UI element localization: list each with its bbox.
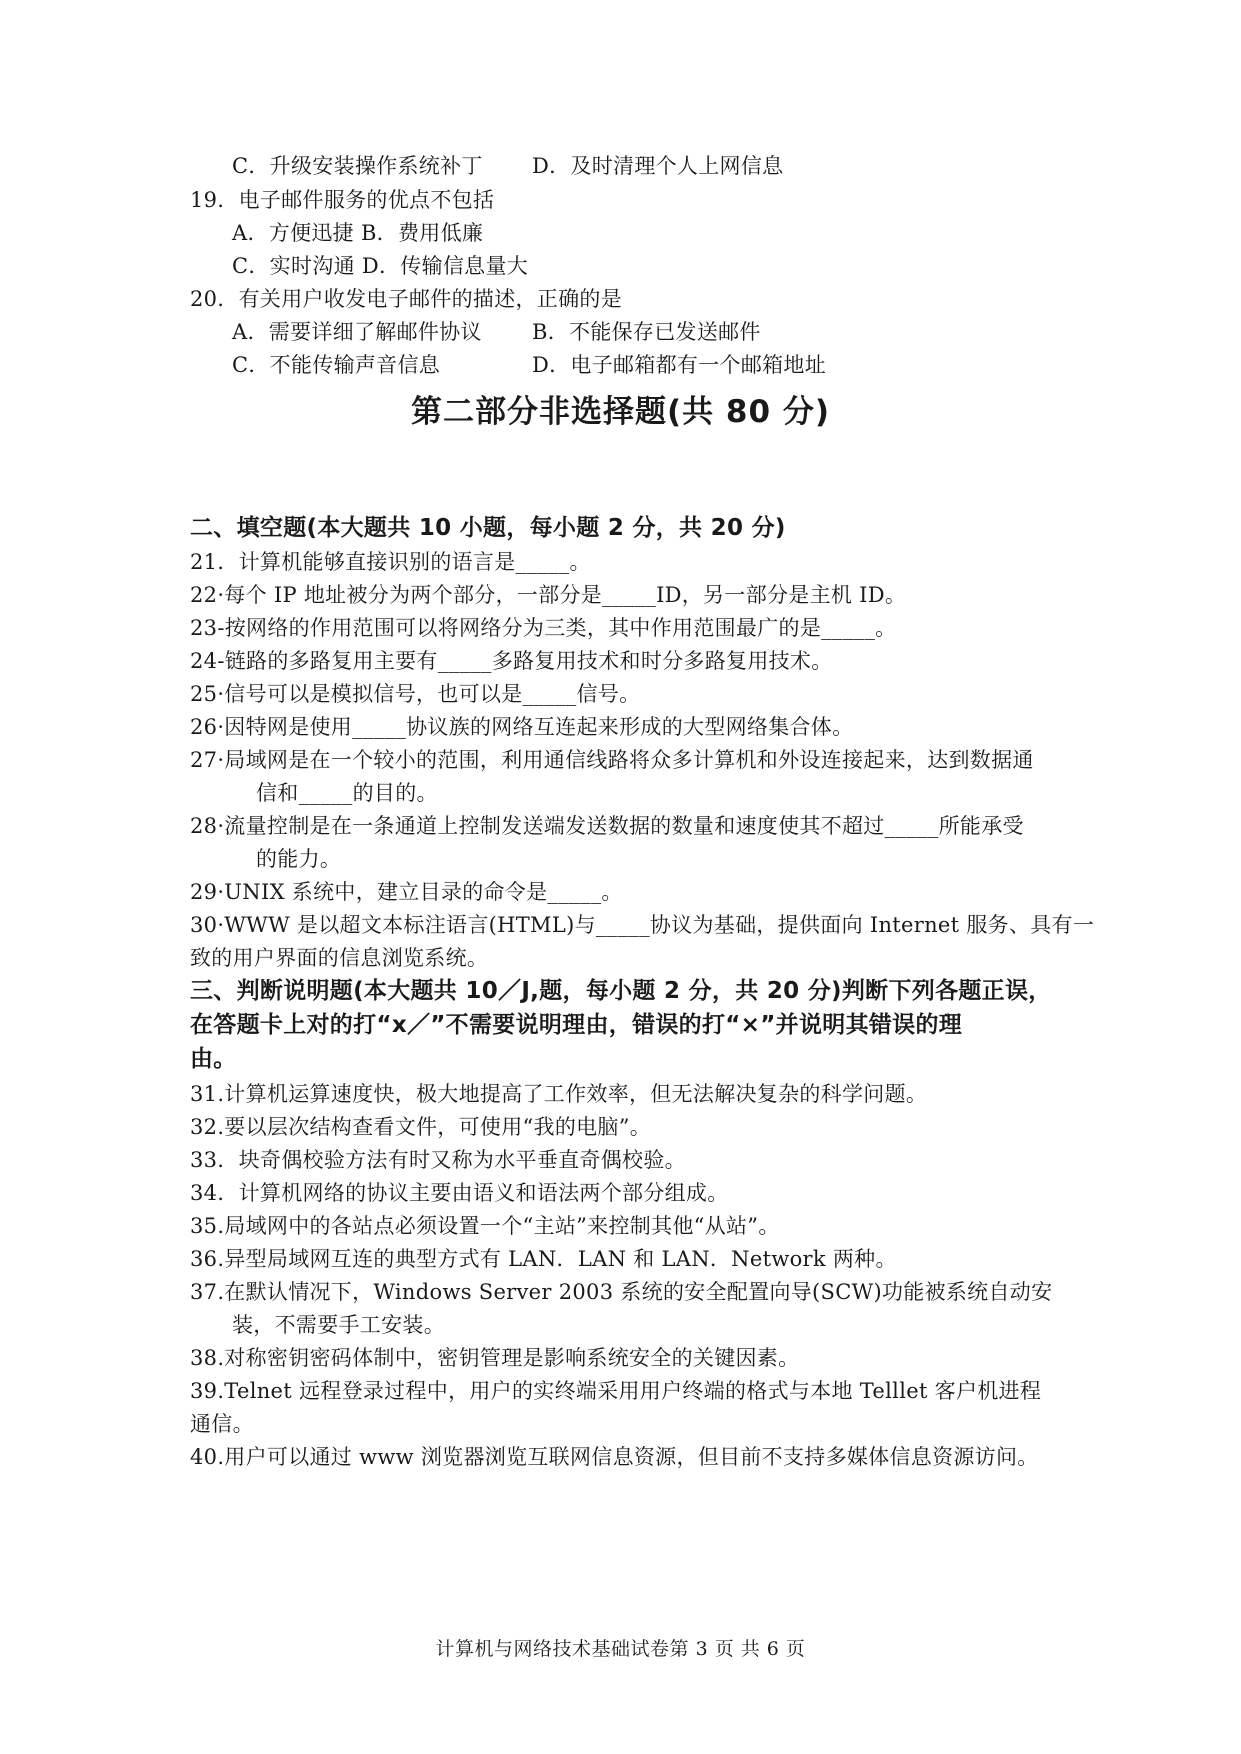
q18-option-d: D．及时清理个人上网信息 <box>532 154 784 178</box>
judge-header-line: 在答题卡上对的打“x／”不需要说明理由，错误的打“×”并说明其错误的理 <box>190 1012 963 1038</box>
fill-blank-item: 29·UNIX 系统中，建立目录的命令是_____。 <box>190 880 623 904</box>
fill-blank-item: 23-按网络的作用范围可以将网络分为三类，其中作用范围最广的是_____。 <box>190 616 897 640</box>
q19-options-ab: A．方便迅捷 B．费用低廉 <box>232 221 484 245</box>
fill-blank-item: 24-链路的多路复用主要有_____多路复用技术和时分多路复用技术。 <box>190 649 833 673</box>
judge-item: 40.用户可以通过 www 浏览器浏览互联网信息资源，但目前不支持多媒体信息资源访问。 <box>190 1445 1039 1469</box>
judge-header-line: 由。 <box>190 1046 237 1072</box>
fill-blank-item: 27·局域网是在一个较小的范围，利用通信线路将众多计算机和外设连接起来，达到数据通 <box>190 748 1034 772</box>
fill-blank-item: 25·信号可以是模拟信号，也可以是_____信号。 <box>190 682 641 706</box>
judge-item-continued: 装，不需要手工安装。 <box>232 1313 445 1337</box>
q19-stem: 19．电子邮件服务的优点不包括 <box>190 188 495 212</box>
judge-item: 37.在默认情况下，Windows Server 2003 系统的安全配置向导(SCW)功能被系统自动安 <box>190 1280 1053 1304</box>
judge-item: 34．计算机网络的协议主要由语义和语法两个部分组成。 <box>190 1181 729 1205</box>
q20-option-b: B．不能保存已发送邮件 <box>532 320 761 344</box>
q20-option-a: A．需要详细了解邮件协议 <box>232 320 482 344</box>
fill-blank-item-continued: 致的用户界面的信息浏览系统。 <box>190 946 489 970</box>
fill-blank-item: 28·流量控制是在一条通道上控制发送端发送数据的数量和速度使其不超过_____所能承受 <box>190 814 1024 838</box>
judge-item: 35.局域网中的各站点必须设置一个“主站”来控制其他“从站”。 <box>190 1214 780 1238</box>
fill-blank-item: 26·因特网是使用_____协议族的网络互连起来形成的大型网络集合体。 <box>190 715 854 739</box>
q20-stem: 20．有关用户收发电子邮件的描述，正确的是 <box>190 287 623 311</box>
fill-blank-item: 30·WWW 是以超文本标注语言(HTML)与_____协议为基础，提供面向 Internet 服务、具有一 <box>190 913 1095 937</box>
fill-blank-item: 22·每个 IP 地址被分为两个部分，一部分是_____ID，另一部分是主机 ID。 <box>190 583 907 607</box>
judge-item: 32.要以层次结构查看文件，可使用“我的电脑”。 <box>190 1115 652 1139</box>
q20-option-c: C．不能传输声音信息 <box>232 353 441 377</box>
judge-item: 36.异型局域网互连的典型方式有 LAN．LAN 和 LAN．Network 两种。 <box>190 1247 897 1271</box>
judge-header-line: 三、判断说明题(本大题共 10／J,题，每小题 2 分，共 20 分)判断下列各题正误， <box>190 978 1052 1004</box>
fill-blank-header: 二、填空题(本大题共 10 小题，每小题 2 分，共 20 分) <box>190 515 786 541</box>
part2-title: 第二部分非选择题(共 80 分) <box>410 394 831 430</box>
q20-option-d: D．电子邮箱都有一个邮箱地址 <box>532 353 827 377</box>
judge-item-continued: 通信。 <box>190 1412 254 1436</box>
q19-options-cd: C．实时沟通 D．传输信息量大 <box>232 254 529 278</box>
fill-blank-item-continued: 的能力。 <box>256 847 342 871</box>
page-footer: 计算机与网络技术基础试卷第 3 页 共 6 页 <box>435 1638 806 1660</box>
judge-item: 33．块奇偶校验方法有时又称为水平垂直奇偶校验。 <box>190 1148 686 1172</box>
judge-item: 31.计算机运算速度快，极大地提高了工作效率，但无法解决复杂的科学问题。 <box>190 1082 928 1106</box>
judge-item: 38.对称密钥密码体制中，密钥管理是影响系统安全的关键因素。 <box>190 1346 800 1370</box>
fill-blank-item-continued: 信和_____的目的。 <box>256 781 438 805</box>
judge-item: 39.Telnet 远程登录过程中，用户的实终端采用用户终端的格式与本地 Telllet 客户机进程 <box>190 1379 1042 1403</box>
fill-blank-item: 21．计算机能够直接识别的语言是_____。 <box>190 550 591 574</box>
q18-option-c: C．升级安装操作系统补丁 <box>232 154 483 178</box>
